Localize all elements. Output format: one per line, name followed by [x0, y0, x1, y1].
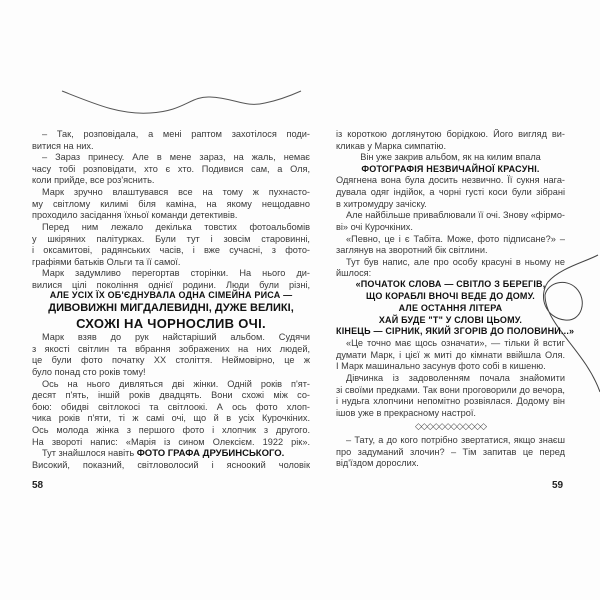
text-line: Він уже закрив альбом, як на килим впала — [360, 152, 541, 162]
text-line: Тут знайшлося навіть — [42, 448, 137, 458]
text-line: витися на них. — [32, 141, 94, 151]
text-line: із короткою доглянутою борідкою. Його вигляд ви- — [336, 129, 565, 139]
text-line: І Марк машинально засунув фото собі в кишеню. — [336, 361, 546, 371]
text-line: Марк взяв до рук найстаріший альбом. Судячи — [42, 332, 310, 342]
text-line: часу тобі розповідати, хто є хто. Подивися сам, а Оля, — [32, 164, 310, 174]
emphasized-heading-line: АЛЕ УСІХ ЇХ ОБ'ЄДНУВАЛА ОДНА СІМЕЙНА РИСА — — [49, 290, 293, 300]
text-line: дувала одяг індійок, а чорні густі коси були зібрані — [336, 187, 565, 197]
text-line: ві» очі Курочкіних. — [336, 222, 413, 232]
text-line: було понад сто років тому! — [32, 367, 146, 377]
text-line: Дівчинка із задоволенням почала знайомити — [346, 373, 565, 383]
text-line: кликав у Марка симпатію. — [336, 141, 447, 151]
text-line: Тут був напис, але про особу красуні в ньому не — [346, 257, 565, 267]
text-line: Одягнена вона була досить незвично. Її сукня нага- — [336, 175, 565, 185]
text-line: «Це точно має щось означати», — тільки й встиг — [346, 338, 565, 348]
wave-line-decoration — [62, 91, 301, 113]
emphasized-heading-line: ХАЙ БУДЕ "Т" У СЛОВІ ЦЬОМУ. — [378, 315, 523, 325]
emphasized-heading-line: ДИВОВИЖНІ МИГДАЛЕВИДНІ, ДУЖЕ ВЕЛИКІ, — [48, 302, 294, 314]
text-line: Але найбільше приваблювали її очі. Знову «фірмо- — [346, 210, 565, 220]
text-line: від'їздом дорослих. — [336, 458, 419, 468]
text-line: «Певно, це і є Табіта. Може, фото підписане?» – — [346, 234, 565, 244]
text-line: Марк зручно влаштувався все на тому ж пухнасто- — [42, 187, 310, 197]
text-line: му світлому килимі біля каміна, на якому нещодавно — [32, 199, 310, 209]
text-line: і оксамитові, радянських часів, і вже сучасні, з фото- — [32, 245, 310, 255]
text-line: йшлося: — [336, 268, 372, 278]
text-line: думати Марк, і цієї ж миті до кімнати ввійшла Оля. — [336, 350, 565, 360]
text-line: Ось на нього дивляться дві жінки. Одній років п'ят- — [42, 379, 310, 389]
text-line: про задуманий злочин? – Тім запитав це перед — [336, 447, 565, 457]
text-line: На звороті напис: «Марія із сином Олексієм. 1922 рік». — [32, 437, 310, 447]
text-line: – Так, розповідала, а мені раптом захотілося поди- — [42, 129, 310, 139]
text-line: Високий, показний, світловолосий і ясноокий чоловік — [32, 460, 310, 470]
text-line: вилися цілі покоління однієї родини. Люди були різні, — [32, 280, 310, 290]
text-line: заглянув на зворотний бік світлини. — [336, 245, 488, 255]
text-line: у шкіряних палітурках. Були тут і зовсім старовинні, — [32, 234, 310, 244]
section-divider-ornament: ◇◇◇◇◇◇◇◇◇◇◇◇ — [414, 421, 487, 431]
text-line: коли прийде, все роз'яснить. — [32, 175, 155, 185]
text-line: і нудьга хлопчини непомітно розвіялася. Додому він — [336, 396, 565, 406]
emphasized-heading-line: ЩО КОРАБЛІ ВНОЧІ ВЕДЕ ДО ДОМУ. — [366, 291, 535, 301]
page-number-right: 59 — [552, 480, 564, 491]
emphasized-heading-line: КІНЕЦЬ — СІРНИК, ЯКИЙ ЗГОРІВ ДО ПОЛОВИНИ...» — [336, 326, 575, 336]
text-line: – Тату, а до кого потрібно звертатися, якщо знаєш — [346, 435, 565, 445]
text-line-with-emphasis — [32, 448, 310, 459]
text-line: в хитромудру зачіску. — [336, 199, 427, 209]
text-line: зі своїми предками. Так вони проговорили до вечора, — [336, 385, 565, 395]
emphasized-heading-line: ФОТОГРАФІЯ НЕЗВИЧАЙНОЇ КРАСУНІ. — [361, 164, 540, 174]
text-line: це були фото початку ХХ століття. Неймовірно, це ж — [32, 355, 310, 365]
text-line: графіями батьків Ольги та її самої. — [32, 257, 181, 267]
text-line: ішов уже в прекрасному настрої. — [336, 408, 476, 418]
text-line: Перед ним лежало декілька товстих фотоальбомів — [42, 222, 310, 232]
emphasized-heading-line: СХОЖІ НА ЧОРНОСЛИВ ОЧІ. — [76, 316, 266, 331]
page-number-left: 58 — [32, 480, 44, 491]
emphasized-heading-line: АЛЕ ОСТАННЯ ЛІТЕРА — [398, 303, 503, 313]
text-line: з якості світлин та вбрання зображених на них людей, — [32, 344, 310, 354]
text-line: – Зараз принесу. Але в мене зараз, на жаль, немає — [42, 152, 310, 162]
emphasized-heading-line: «ПОЧАТОК СЛОВА — СВІТЛО З БЕРЕГІВ, — [355, 279, 546, 289]
text-line: десят п'ять, іншій років двадцять. Вони схожі між со- — [32, 390, 310, 400]
text-line: бою: обидві світлокосі та світлоокі. А ось фото хлоп- — [32, 402, 310, 412]
emphasized-text: ФОТО ГРАФА ДРУБИНСЬКОГО. — [136, 448, 285, 459]
text-line: Ось молода жінка з першого фото і хлопчик з другого. — [32, 425, 310, 435]
text-line: чика років п'яти, ті ж самі очі, що й в усіх Курочкіних. — [32, 413, 310, 423]
text-line: Марк задумливо перегортав сторінки. На нього ди- — [42, 268, 310, 278]
text-line: проходило засідання їхньої команди детективів. — [32, 210, 238, 220]
